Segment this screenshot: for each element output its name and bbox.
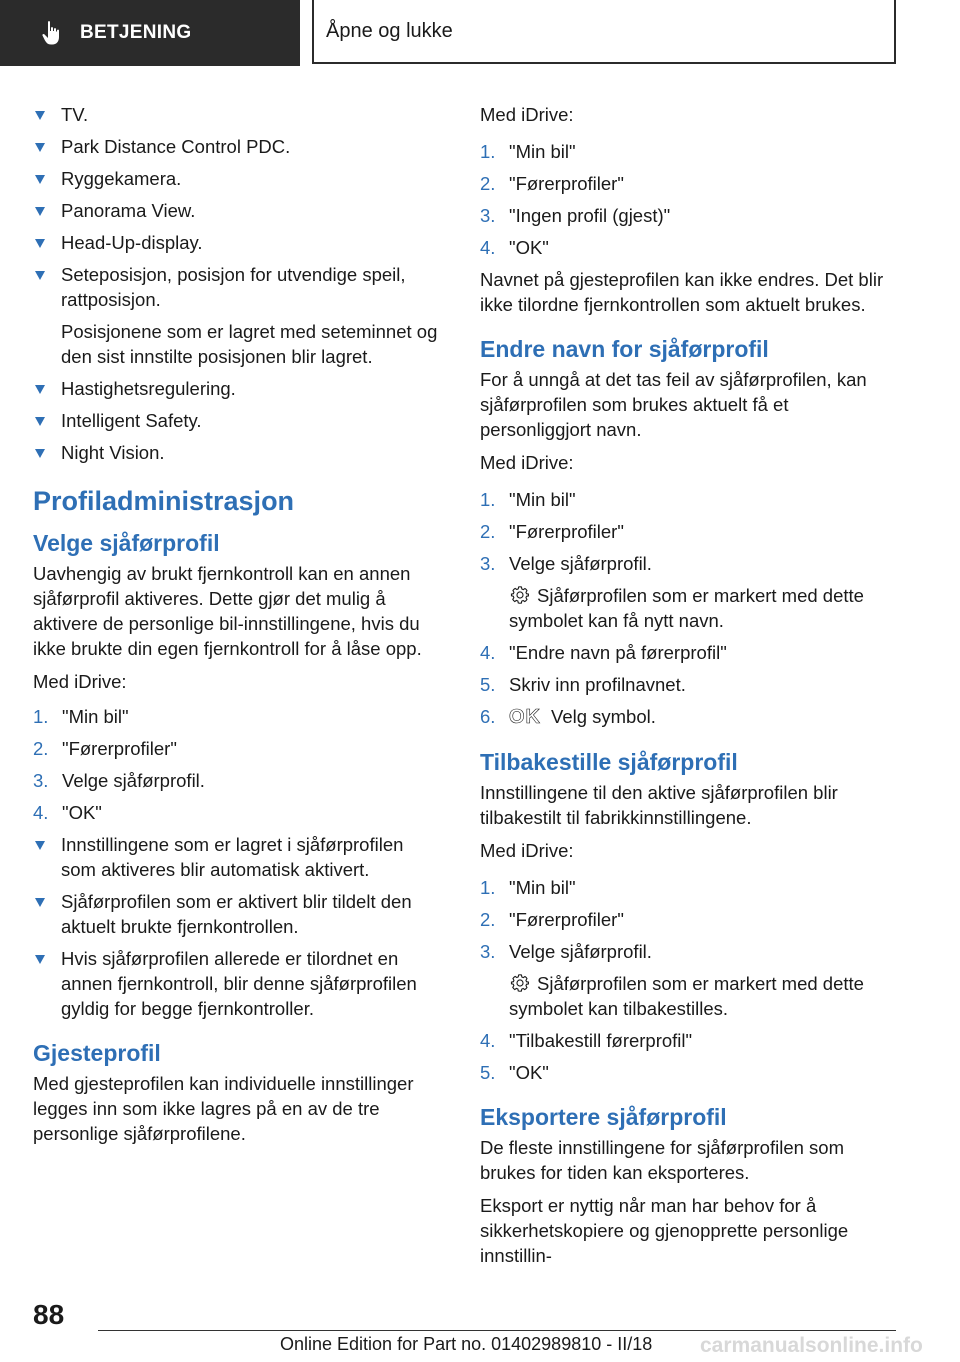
list-item: 1. "Min bil" xyxy=(480,877,576,898)
right-column xyxy=(480,102,898,1276)
bullet-list-after xyxy=(33,832,443,1021)
list-item: 2. "Førerprofiler" xyxy=(480,521,624,542)
list-item: Hvis sjåførprofilen allerede er tilordnet en annen fjernkontroll, blir denne sjåførprofilen gyldig for begge fjernkontroller. xyxy=(33,946,443,1021)
gear-icon xyxy=(509,584,531,606)
list-item: 1. "Min bil" xyxy=(33,706,129,727)
paragraph: Eksport er nyttig når man har behov for å sikkerhetskopiere og gjenopprette personlige innstillin- xyxy=(480,1195,849,1266)
list-item: 1. "Min bil" xyxy=(480,489,576,510)
list-item: 1. "Min bil" xyxy=(480,141,576,162)
list-item: 4. "OK" xyxy=(33,802,102,823)
paragraph: Uavhengig av brukt fjernkontroll kan en annen sjåførprofil aktiveres. Dette gjør det mulig å aktivere de personlige bil-innstillingene, hvis du ikke brukte din egen fjernkontroll for å låse opp. xyxy=(33,563,422,659)
bullet-triangle-icon xyxy=(35,175,45,184)
list-item: TV. xyxy=(33,102,443,127)
bullet-triangle-icon xyxy=(35,207,45,216)
numbered-list xyxy=(480,875,898,1085)
page-header xyxy=(0,0,960,66)
paragraph: Navnet på gjesteprofilen kan ikke endres. Det blir ikke tilordne fjernkontrollen som aktuelt brukes. xyxy=(480,269,884,315)
numbered-list xyxy=(480,139,898,260)
paragraph: Med gjesteprofilen kan individuelle innstillinger legges inn som ikke lagres på en av de tre personlige sjåførprofilene. xyxy=(33,1073,414,1144)
list-item: Hastighetsregulering. xyxy=(33,376,443,401)
gear-icon xyxy=(509,972,531,994)
list-item: 6. OK Velg symbol. xyxy=(480,706,656,728)
bullet-triangle-icon xyxy=(35,271,45,280)
paragraph: For å unngå at det tas feil av sjåførprofilen, kan sjåførprofilen som brukes aktuelt få et personliggjort navn. xyxy=(480,369,867,440)
left-column xyxy=(33,102,443,1154)
paragraph: Med iDrive: xyxy=(33,671,127,692)
bullet-triangle-icon xyxy=(35,111,45,120)
paragraph: Med iDrive: xyxy=(480,840,574,861)
footer-edition: Online Edition for Part no. 01402989810 - II/18 xyxy=(280,1334,653,1354)
list-item: 3. Velge sjåførprofil. xyxy=(480,553,652,574)
section-tab xyxy=(0,0,300,66)
bullet-triangle-icon xyxy=(35,385,45,394)
list-item: 4. "OK" xyxy=(480,237,549,258)
list-item-note: Posisjonene som er lagret med seteminnet og den sist innstilte posisjonen blir lagret. xyxy=(61,321,438,367)
heading-endre-navn: Endre navn for sjåførprofil xyxy=(480,336,769,362)
paragraph: Med iDrive: xyxy=(480,452,574,473)
list-item: Intelligent Safety. xyxy=(33,408,443,433)
list-item: 2. "Førerprofiler" xyxy=(480,909,624,930)
footer-divider xyxy=(98,1330,896,1331)
list-item: Head-Up-display. xyxy=(33,230,443,255)
hand-pointer-icon xyxy=(40,20,64,46)
list-item: Park Distance Control PDC. xyxy=(33,134,443,159)
paragraph: Med iDrive: xyxy=(480,104,574,125)
list-item: 2. "Førerprofiler" xyxy=(480,173,624,194)
numbered-list xyxy=(33,704,443,825)
watermark: carmanualsonline.info xyxy=(700,1334,923,1357)
list-item: Night Vision. xyxy=(33,440,443,465)
list-item-note: Sjåførprofilen som er markert med dette symbolet kan få nytt navn. xyxy=(509,585,864,631)
list-item: Seteposisjon, posisjon for utvendige speil, rattposisjon. xyxy=(33,262,443,312)
heading-tilbakestille: Tilbakestille sjåførprofil xyxy=(480,749,738,775)
bullet-triangle-icon xyxy=(35,898,45,907)
list-item: 5. Skriv inn profilnavnet. xyxy=(480,674,686,695)
numbered-list xyxy=(480,487,898,730)
paragraph: Innstillingene til den aktive sjåførprofilen blir tilbakestilt til fabrikkinnstillingene. xyxy=(480,782,838,828)
list-item: 4. "Endre navn på førerprofil" xyxy=(480,642,727,663)
heading-gjesteprofil: Gjesteprofil xyxy=(33,1040,161,1066)
paragraph: De fleste innstillingene for sjåførprofilen som brukes for tiden kan eksporteres. xyxy=(480,1137,844,1183)
heading-eksportere: Eksportere sjåførprofil xyxy=(480,1104,727,1130)
chapter-title: Åpne og lukke xyxy=(326,19,453,42)
heading-profiladministrasjon: Profiladministrasjon xyxy=(33,486,295,516)
list-item: Innstillingene som er lagret i sjåførprofilen som aktiveres blir automatisk aktivert. xyxy=(33,832,443,882)
list-item: 3. "Ingen profil (gjest)" xyxy=(480,205,671,226)
list-item: 3. Velge sjåførprofil. xyxy=(33,770,205,791)
section-title: BETJENING xyxy=(80,22,192,43)
list-item: Sjåførprofilen som er aktivert blir tildelt den aktuelt brukte fjernkontrollen. xyxy=(33,889,443,939)
list-item: 5. "OK" xyxy=(480,1062,549,1083)
bullet-list-top xyxy=(33,102,443,465)
bullet-triangle-icon xyxy=(35,955,45,964)
page-number: 88 xyxy=(33,1299,65,1330)
bullet-triangle-icon xyxy=(35,449,45,458)
list-item: 4. "Tilbakestill førerprofil" xyxy=(480,1030,693,1051)
bullet-triangle-icon xyxy=(35,239,45,248)
bullet-triangle-icon xyxy=(35,417,45,426)
list-item: Ryggekamera. xyxy=(33,166,443,191)
list-item-note: Sjåførprofilen som er markert med dette symbolet kan tilbakestilles. xyxy=(509,973,864,1019)
ok-icon: OK xyxy=(509,706,541,728)
heading-velge-sjaforprofil: Velge sjåførprofil xyxy=(33,530,220,556)
bullet-triangle-icon xyxy=(35,143,45,152)
list-item: Panorama View. xyxy=(33,198,443,223)
list-item: 3. Velge sjåførprofil. xyxy=(480,941,652,962)
bullet-triangle-icon xyxy=(35,841,45,850)
chapter-tab xyxy=(312,0,896,64)
list-item: 2. "Førerprofiler" xyxy=(33,738,177,759)
